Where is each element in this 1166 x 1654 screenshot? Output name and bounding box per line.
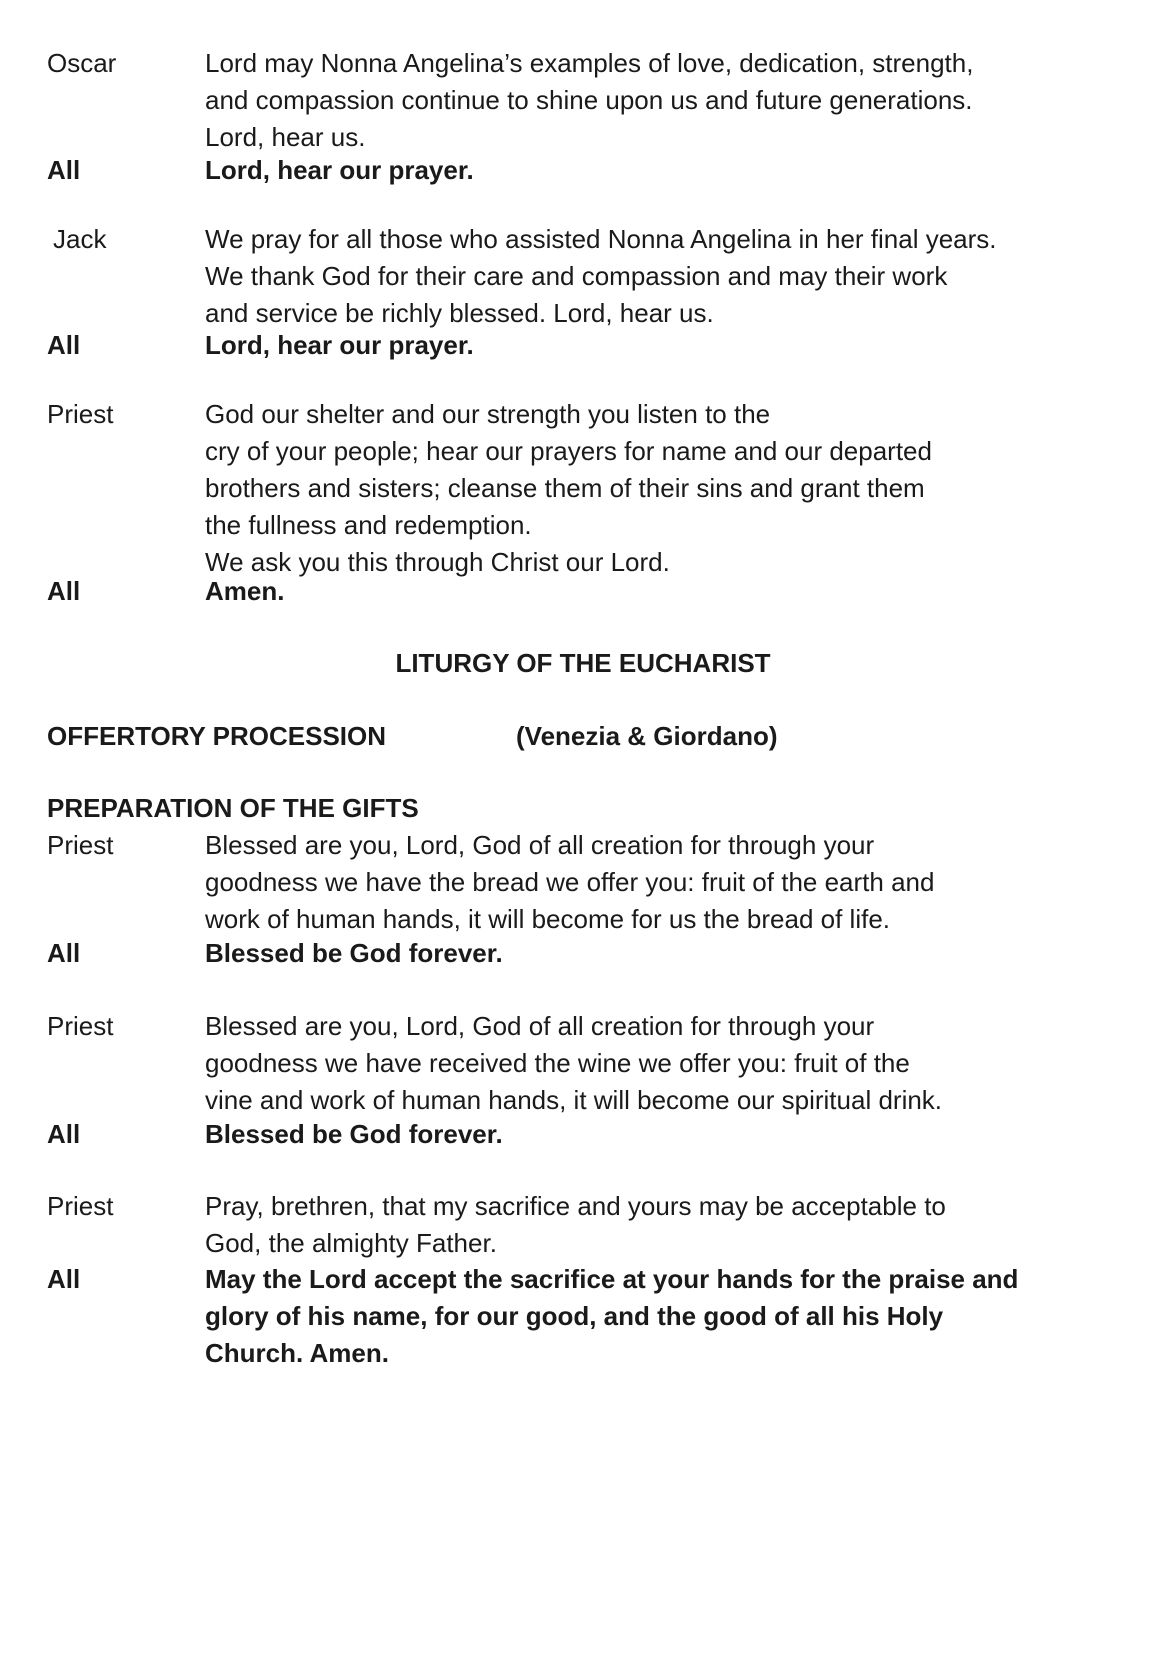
exchange-row-priest bbox=[47, 827, 1127, 938]
response-row bbox=[47, 327, 1127, 364]
speaker-label: All bbox=[47, 1119, 81, 1149]
speaker-label: Oscar bbox=[47, 48, 117, 78]
prayer-text bbox=[205, 1188, 1125, 1262]
response-row bbox=[47, 935, 1127, 972]
prayer-line: work of human hands, it will become for us the bread of life. bbox=[205, 904, 891, 934]
prayer-text bbox=[205, 221, 1125, 332]
prayer-line: cry of your people; hear our prayers for name and our departed bbox=[205, 436, 932, 466]
response-line: May the Lord accept the sacrifice at your hands for the praise and bbox=[205, 1264, 1019, 1294]
prayer-line: Blessed are you, Lord, God of all creation for through your bbox=[205, 830, 875, 860]
speaker-label: All bbox=[47, 1264, 81, 1294]
response-row bbox=[47, 573, 1127, 610]
response-row bbox=[47, 1116, 1127, 1153]
response-text bbox=[205, 935, 1125, 972]
offertory-procession-heading: OFFERTORY PROCESSION bbox=[47, 721, 387, 751]
prayer-line: Lord, hear us. bbox=[205, 122, 366, 152]
prayer-line: vine and work of human hands, it will become our spiritual drink. bbox=[205, 1085, 943, 1115]
prayer-text bbox=[205, 45, 1125, 156]
response-text bbox=[205, 152, 1125, 189]
speaker-label: All bbox=[47, 155, 81, 185]
prayer-line: and service be richly blessed. Lord, hear us. bbox=[205, 298, 714, 328]
response-text bbox=[205, 1261, 1125, 1372]
exchange-row-priest bbox=[47, 1188, 1127, 1262]
prayer-line: We pray for all those who assisted Nonna Angelina in her final years. bbox=[205, 224, 997, 254]
response-line: Lord, hear our prayer. bbox=[205, 330, 474, 360]
speaker-label: Jack bbox=[53, 224, 107, 254]
section-heading-liturgy: LITURGY OF THE EUCHARIST bbox=[395, 648, 771, 678]
prayer-line: the fullness and redemption. bbox=[205, 510, 532, 540]
prayer-line: God our shelter and our strength you listen to the bbox=[205, 399, 771, 429]
offertory-performers: (Venezia & Giordano) bbox=[516, 721, 778, 751]
preparation-gifts-heading: PREPARATION OF THE GIFTS bbox=[47, 793, 419, 823]
response-row bbox=[47, 152, 1127, 189]
speaker-label: All bbox=[47, 330, 81, 360]
prayer-line: brothers and sisters; cleanse them of their sins and grant them bbox=[205, 473, 925, 503]
prayer-row-jack bbox=[47, 221, 1127, 332]
prayer-line: Pray, brethren, that my sacrifice and yours may be acceptable to bbox=[205, 1191, 946, 1221]
exchange-row-priest bbox=[47, 1008, 1127, 1119]
speaker-label: All bbox=[47, 938, 81, 968]
prayer-row-priest bbox=[47, 396, 1127, 581]
prayer-line: We thank God for their care and compassion and may their work bbox=[205, 261, 948, 291]
prayer-line: Lord may Nonna Angelina’s examples of love, dedication, strength, bbox=[205, 48, 974, 78]
response-text bbox=[205, 573, 1125, 610]
speaker-label: Priest bbox=[47, 1191, 114, 1221]
prayer-line: God, the almighty Father. bbox=[205, 1228, 497, 1258]
response-line: glory of his name, for our good, and the good of all his Holy bbox=[205, 1301, 944, 1331]
speaker-label: Priest bbox=[47, 399, 114, 429]
response-line: Church. Amen. bbox=[205, 1338, 389, 1368]
prayer-text bbox=[205, 396, 1125, 581]
response-line: Blessed be God forever. bbox=[205, 1119, 503, 1149]
response-text bbox=[205, 327, 1125, 364]
speaker-label: All bbox=[47, 576, 81, 606]
speaker-label: Priest bbox=[47, 1011, 114, 1041]
prayer-line: goodness we have the bread we offer you: fruit of the earth and bbox=[205, 867, 935, 897]
speaker-label: Priest bbox=[47, 830, 114, 860]
prayer-text bbox=[205, 827, 1125, 938]
prayer-line: goodness we have received the wine we offer you: fruit of the bbox=[205, 1048, 910, 1078]
response-line: Blessed be God forever. bbox=[205, 938, 503, 968]
prayer-row-oscar bbox=[47, 45, 1127, 156]
response-text bbox=[205, 1116, 1125, 1153]
prayer-line: Blessed are you, Lord, God of all creation for through your bbox=[205, 1011, 875, 1041]
prayer-line: We ask you this through Christ our Lord. bbox=[205, 547, 670, 577]
response-line: Amen. bbox=[205, 576, 285, 606]
response-line: Lord, hear our prayer. bbox=[205, 155, 474, 185]
prayer-text bbox=[205, 1008, 1125, 1119]
prayer-line: and compassion continue to shine upon us and future generations. bbox=[205, 85, 973, 115]
response-row bbox=[47, 1261, 1127, 1372]
